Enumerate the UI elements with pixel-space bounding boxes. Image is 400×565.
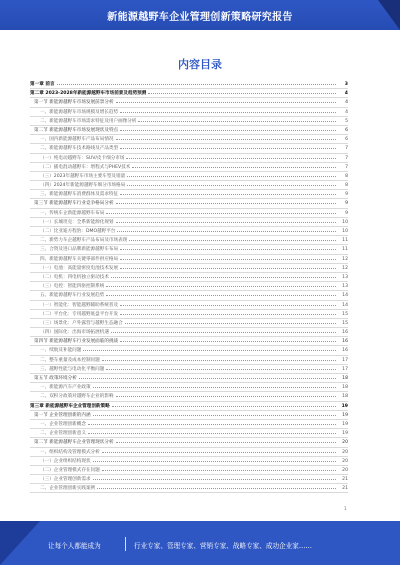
toc-entry-page: 3 [344, 82, 348, 87]
toc-entry[interactable] [30, 172, 348, 181]
toc-entry[interactable] [30, 466, 348, 475]
toc-entry-page: 13 [342, 274, 348, 280]
toc-entry-page: 5 [345, 118, 348, 124]
toc-entry-text: （一）电池：高能量密度电池技术发展 [40, 265, 119, 271]
toc-leader-dots [116, 199, 336, 204]
toc-entry-page: 15 [342, 311, 348, 317]
toc-leader-dots [116, 135, 336, 140]
footer-slogan: 让每个人都能成为 [48, 542, 101, 550]
toc-title: 内容目录 [178, 58, 222, 71]
toc-leader-dots [93, 475, 336, 480]
toc-entry-text: 第三节 新能源越野车行业竞争格局分析 [34, 201, 114, 207]
toc-leader-dots [111, 273, 336, 278]
toc-leader-dots [127, 172, 336, 177]
toc-leader-dots [102, 448, 336, 453]
toc-leader-dots [120, 310, 336, 315]
toc-entry-text: 一、新能源越野车市场规模及增长趋势 [40, 109, 119, 115]
toc-leader-dots [120, 301, 336, 306]
toc-entry-text: 二、双积分政策对越野车企业的影响 [40, 394, 114, 400]
toc-entry-page: 19 [341, 403, 348, 409]
toc-entry-text: （三）场景化：户外露营与越野生态融合 [40, 320, 123, 326]
toc-entry-page: 18 [342, 385, 348, 391]
toc-entry-page: 12 [342, 256, 348, 262]
toc-entry-text: （四）国际化：出海市场拓展机遇 [40, 330, 109, 336]
toc-entry-page: 10 [342, 229, 348, 234]
toc-entry-text: 第一节 新能源越野车市场发展前景分析 [34, 100, 114, 106]
toc-leader-dots [106, 365, 336, 370]
toc-leader-dots [102, 466, 336, 471]
page-number: 1 [344, 506, 347, 511]
toc-entry-page: 4 [345, 100, 348, 106]
toc-leader-dots [120, 264, 336, 269]
toc-leader-dots [127, 181, 336, 186]
toc-entry-text: 三、合资及进口品牌新能源越野车布局 [40, 247, 119, 253]
toc-entry-text: （一）纯电动越野车：SUV/皮卡细分市场 [40, 155, 125, 161]
toc-entry-page: 7 [345, 164, 348, 170]
toc-entry[interactable] [30, 126, 348, 135]
toc-entry-text: （二）比亚迪方程豹：DMO越野平台 [40, 229, 116, 234]
toc-entry-text: 第二节 新能源越野车企业管理现状分析 [34, 440, 114, 446]
toc-entry-text: （二）电机：四电机独立驱动技术 [40, 274, 109, 280]
toc-entry-page: 4 [344, 91, 348, 97]
toc-entry[interactable] [30, 98, 348, 107]
toc-entry[interactable] [30, 117, 348, 126]
toc-entry-page: 8 [345, 173, 348, 179]
toc-entry-text: 二、整车重量及成本控制问题 [40, 357, 100, 363]
toc-entry[interactable] [30, 438, 348, 447]
toc-entry-text: （一）智能化：智能越野辅助系统普及 [40, 302, 119, 308]
footer-divider [125, 537, 126, 551]
toc-entry-page: 20 [342, 440, 348, 446]
toc-entry-page: 21 [342, 477, 348, 483]
toc-entry[interactable] [30, 255, 348, 264]
toc-entry[interactable] [30, 236, 348, 245]
toc-entry-page: 14 [342, 302, 348, 308]
toc-leader-dots [129, 236, 336, 241]
toc-entry-text: （四）2024年新能源越野车细分市场格局 [40, 183, 126, 189]
toc-leader-dots [97, 484, 336, 489]
toc-entry-page: 6 [345, 127, 348, 133]
toc-entry[interactable] [30, 319, 348, 328]
toc-entry[interactable] [30, 144, 348, 153]
toc-entry[interactable] [30, 227, 348, 236]
toc-leader-dots [102, 356, 336, 361]
toc-entry-text: 第五节 政策环境分析 [34, 376, 77, 381]
toc-entry-text: 二、新能源越野车市场需求特征及用户画像分析 [40, 118, 137, 124]
toc-entry-text: 一、传统车企新能源越野车布局 [40, 210, 105, 216]
footer-tagline: 行业专家、管理专家、营销专家、战略专家、成功企业家…… [134, 542, 313, 550]
toc-leader-dots [148, 89, 336, 94]
toc-leader-dots [120, 144, 336, 149]
toc-entry-page: 16 [342, 339, 348, 345]
toc-entry-page: 18 [342, 376, 348, 381]
toc-entry-page: 20 [342, 458, 348, 464]
toc-entry-page: 11 [342, 238, 348, 244]
toc-entry[interactable] [30, 181, 348, 190]
toc-entry-text: （三）电控：智能四驱控制系统 [40, 284, 105, 290]
toc-leader-dots [116, 438, 336, 443]
report-title: 新能源越野车企业管理创新策略研究报告 [107, 12, 293, 23]
toc-entry[interactable] [30, 282, 348, 291]
toc-entry[interactable] [30, 392, 348, 401]
toc-entry-page: 10 [342, 219, 348, 225]
toc-entry[interactable] [30, 374, 348, 383]
toc-entry[interactable] [30, 209, 348, 218]
toc-leader-dots [112, 402, 336, 407]
toc-entry-page: 20 [342, 467, 348, 473]
toc-entry[interactable] [30, 420, 348, 429]
toc-entry-page: 7 [345, 155, 348, 161]
toc-entry-page: 13 [342, 284, 348, 290]
toc-entry-page: 17 [342, 357, 348, 363]
toc-entry[interactable] [30, 484, 348, 493]
footer-slant-decoration [0, 521, 40, 565]
toc-entry-page: 12 [342, 265, 348, 271]
toc-leader-dots [93, 411, 336, 416]
toc-entry[interactable] [30, 411, 348, 420]
toc-leader-dots [79, 374, 336, 379]
toc-entry-page: 9 [345, 192, 348, 198]
toc-entry[interactable] [30, 135, 348, 144]
toc-leader-dots [88, 429, 336, 434]
toc-leader-dots [132, 163, 336, 168]
toc-leader-dots [111, 328, 336, 333]
toc-entry-page: 19 [342, 421, 348, 427]
toc-entry[interactable] [30, 80, 348, 89]
toc-entry[interactable] [30, 402, 348, 411]
toc-entry-text: （一）企业组织结构现状 [40, 458, 91, 464]
toc-entry-page: 16 [342, 330, 348, 336]
toc-leader-dots [106, 209, 336, 214]
toc-entry-page: 18 [342, 394, 348, 400]
toc-leader-dots [106, 282, 336, 287]
toc-entry[interactable] [30, 475, 348, 484]
toc-entry[interactable] [30, 383, 348, 392]
toc-entry-text: 一、企业管理创新概念 [40, 421, 86, 427]
toc-entry-text: 五、新能源越野车行业发展趋势 [40, 293, 105, 299]
toc-entry-text: 二、企业管理创新意义 [40, 431, 86, 437]
toc-entry-page: 16 [342, 348, 348, 354]
toc-entry-text: 第一章 前言 [30, 82, 55, 87]
toc-entry[interactable] [30, 429, 348, 438]
toc-entry-text: 第二节 新能源越野车市场发展现状及特点 [34, 127, 119, 133]
toc-entry-text: （三）2023年越野车市场主要车型及销量 [40, 173, 126, 179]
toc-entry-page: 15 [342, 320, 348, 326]
toc-entry-page: 19 [342, 431, 348, 437]
toc-entry-text: 三、越野性能与电动化平衡问题 [40, 366, 105, 372]
toc-leader-dots [83, 346, 336, 351]
toc-entry-text: 三、新能源越野车消费群体及需求特征 [40, 192, 119, 198]
toc-leader-dots [88, 420, 336, 425]
toc-entry-text: 一、国内新能源越野车产品布局情况 [40, 137, 114, 143]
toc-entry[interactable] [30, 190, 348, 199]
toc-entry-text: （二）企业管理模式存在问题 [40, 467, 100, 473]
toc-entry-page: 21 [342, 486, 348, 492]
toc-leader-dots [120, 126, 336, 131]
toc-entry[interactable] [30, 245, 348, 254]
toc-entry[interactable] [30, 273, 348, 282]
toc-entry-page: 7 [345, 146, 348, 152]
toc-leader-dots [116, 392, 336, 397]
toc-leader-dots [125, 319, 336, 324]
toc-entry[interactable] [30, 264, 348, 273]
toc-entry[interactable] [30, 199, 348, 208]
toc-entry-text: 一、新能源汽车产业政策 [40, 385, 91, 391]
toc-entry[interactable] [30, 301, 348, 310]
toc-entry[interactable] [30, 89, 348, 98]
toc-entry-page: 9 [345, 210, 348, 216]
toc-entry[interactable] [30, 457, 348, 466]
toc-entry-text: 二、企业管理创新实践案例 [40, 486, 96, 492]
toc-entry-page: 8 [345, 183, 348, 189]
toc-leader-dots [116, 218, 336, 223]
toc-entry-text: （三）企业管理创新需求 [40, 477, 91, 483]
toc-entry-text: 第三章 新能源越野车企业管理创新策略 [30, 403, 110, 409]
toc-entry[interactable] [30, 346, 348, 355]
toc-entry[interactable] [30, 328, 348, 337]
toc-leader-dots [120, 255, 336, 260]
toc-leader-dots [116, 98, 336, 103]
toc-entry-text: 第二章 2023-2028年新能源越野车市场前景及趋势预测 [30, 91, 147, 97]
toc-entry-text: 一、续航及补能问题 [40, 348, 82, 354]
table-of-contents [30, 80, 348, 493]
toc-entry[interactable] [30, 163, 348, 172]
toc-entry[interactable] [30, 365, 348, 374]
toc-leader-dots [120, 245, 336, 250]
toc-leader-dots [93, 457, 336, 462]
toc-leader-dots [120, 108, 336, 113]
toc-leader-dots [57, 80, 336, 85]
toc-entry-text: 第四节 新能源越野车行业发展面临的挑战 [34, 339, 119, 345]
toc-leader-dots [117, 227, 336, 232]
toc-entry-text: （二）插电混动越野车：增程式与PHEV技术 [40, 164, 131, 170]
toc-entry[interactable] [30, 154, 348, 163]
toc-leader-dots [126, 154, 336, 159]
toc-entry-page: 6 [345, 137, 348, 143]
toc-entry[interactable] [30, 291, 348, 300]
toc-entry-text: 四、新能源越野车关键零部件供应格局 [40, 256, 119, 262]
toc-entry[interactable] [30, 108, 348, 117]
toc-entry[interactable] [30, 448, 348, 457]
toc-entry-text: 二、新势力车企越野车产品布局及市场表现 [40, 238, 128, 244]
toc-entry[interactable] [30, 310, 348, 319]
toc-entry-page: 4 [345, 109, 348, 115]
toc-entry-page: 20 [342, 449, 348, 455]
toc-entry-page: 9 [345, 201, 348, 207]
toc-entry-page: 19 [342, 412, 348, 418]
toc-entry-text: （二）平台化：专用越野底盘平台开发 [40, 311, 119, 317]
toc-leader-dots [106, 291, 336, 296]
toc-entry[interactable] [30, 337, 348, 346]
toc-leader-dots [138, 117, 336, 122]
toc-leader-dots [120, 337, 336, 342]
toc-entry[interactable] [30, 218, 348, 227]
toc-leader-dots [120, 190, 336, 195]
toc-entry-page: 17 [342, 366, 348, 372]
toc-entry-page: 14 [342, 293, 348, 299]
toc-entry-text: 第一节 企业管理创新的内涵 [34, 412, 91, 418]
toc-entry-text: 一、组织结构及管理模式分析 [40, 449, 100, 455]
toc-entry-text: 二、新能源越野车技术路线及产品类型 [40, 146, 119, 152]
toc-entry[interactable] [30, 356, 348, 365]
toc-entry-page: 11 [342, 247, 348, 253]
toc-leader-dots [93, 383, 336, 388]
toc-entry-text: （一）长城坦克：全系新能源化规划 [40, 219, 114, 225]
